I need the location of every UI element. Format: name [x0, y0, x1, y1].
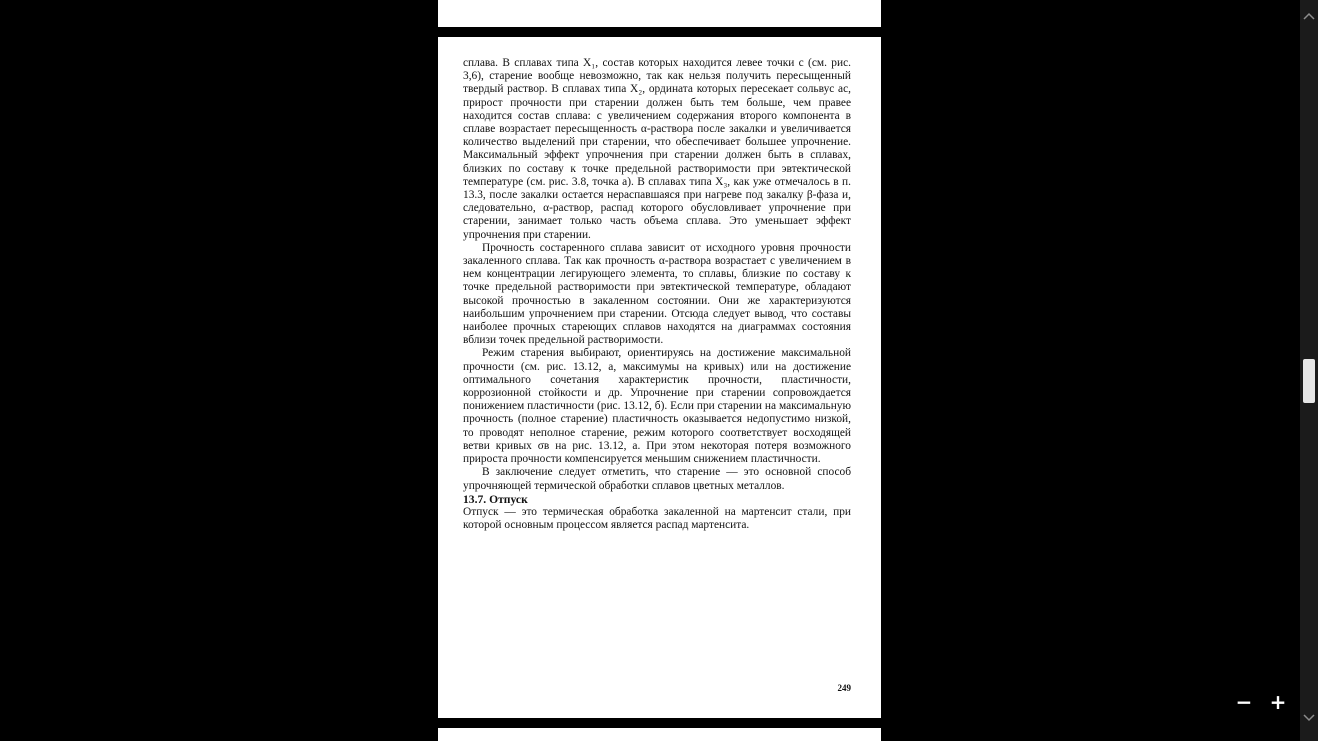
zoom-out-button[interactable]: −	[1235, 690, 1253, 714]
section-heading: 13.7. Отпуск	[463, 492, 528, 506]
vertical-scrollbar[interactable]	[1300, 0, 1318, 741]
page-number: 249	[837, 683, 851, 693]
scrollbar-thumb[interactable]	[1303, 359, 1315, 403]
chevron-down-icon[interactable]	[1300, 710, 1318, 728]
paragraph-1: сплава. В сплавах типа X₁, состав которых находится левее точки c (см. рис. 3,6), старение вообще невозможно, так как нельзя получить пересыщенный твердый раствор. В сплавах типа X₂, ордината которых пересекает сольвус ac, прирост прочности при старении должен быть тем больше, чем правее находится состав сплава: с увеличением содержания второго компонента в сплаве возрастает пересыщенность α-раствора после закалки и увеличивается количество выделений при старении, что обеспечивает большее упрочнение. Максимальный эффект упрочнения при старении должен быть в сплавах, близких по составу к точке предельной растворимости при эвтектической температуре (см. рис. 3.8, точка a). В сплавах типа X₃, как уже отмечалось в п. 13.3, после закалки остается нераспавшаяся при нагреве под закалку β-фаза и, следовательно, α-раствор, распад которого обусловливает упрочнение при старении, занимает только часть объема сплава. Это уменьшает эффект упрочнения при старении.	[463, 57, 851, 241]
document-page	[438, 37, 881, 718]
next-page	[438, 728, 881, 741]
zoom-in-button[interactable]: +	[1269, 690, 1287, 714]
paragraph-3: Режим старения выбирают, ориентируясь на достижение максимальной прочности (см. рис. 13.12, a, максимумы на кривых) или на достижение оптимального сочетания характеристик прочности, пластичности, коррозионной стойкости и др. Упрочнение при старении сопровождается понижением пластичности (рис. 13.12, б). Если при старении на максимальную прочность (полное старение) пластичность оказывается недопустимо низкой, то проводят неполное старение, режим которого соответствует восходящей ветви кривых σв на рис. 13.12, a. При этом некоторая потеря возможного прироста прочности компенсируется меньшим снижением пластичности.	[463, 347, 851, 466]
paragraph-5: Отпуск — это термическая обработка закаленной на мартенсит стали, при которой основным процессом является распад мартенсита.	[463, 505, 851, 532]
chevron-up-icon[interactable]	[1300, 8, 1318, 26]
paragraph-4: В заключение следует отметить, что старение — это основной способ упрочняющей термической обработки сплавов цветных металлов.	[463, 466, 851, 492]
previous-page	[438, 0, 881, 27]
paragraph-2: Прочность состаренного сплава зависит от исходного уровня прочности закаленного сплава. Так как прочность α-раствора возрастает с увеличением в нем концентрации легирующего элемента, то сплавы, близкие по составу к точке предельной растворимости при эвтектической температуре, обладают высокой прочностью в закаленном состоянии. Они же характеризуются наибольшим упрочнением при старении. Отсюда следует вывод, что составы наиболее прочных стареющих сплавов находятся на диаграммах состояния вблизи точек предельной растворимости.	[463, 241, 851, 347]
page-content	[463, 57, 851, 532]
